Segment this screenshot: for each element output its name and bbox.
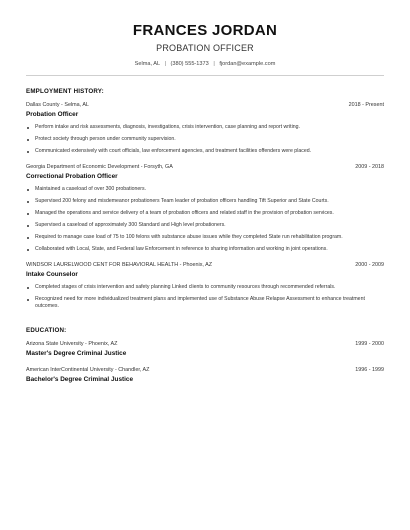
job-header [26, 102, 384, 109]
contact-email[interactable]: fjordan@example.com [219, 61, 276, 67]
job-header [26, 262, 384, 269]
job-role: Intake Counselor [26, 271, 78, 278]
education-dates: 1996 - 1999 [355, 367, 384, 373]
job-dates: 2009 - 2018 [355, 164, 384, 170]
job-bullet: Protect society through person under community supervision. [26, 136, 384, 143]
job-bullet: Recognized need for more individualized treatment plans and implemented use of Substance Abuse Relapse Assessment to enhance treatment outcomes. [26, 296, 384, 310]
section-spacer [26, 319, 384, 327]
candidate-name: FRANCES JORDAN [132, 22, 278, 39]
education-header [26, 341, 384, 348]
education-heading: EDUCATION: [26, 327, 67, 334]
education-school: American InterContinental University - Chandler, AZ [26, 367, 150, 373]
job-bullet: Managed the operations and service delivery of a team of probation officers and related staff in the provision of probation services. [26, 210, 384, 217]
contact-separator: | [164, 61, 166, 67]
job-bullet: Collaborated with Local, State, and Federal law Enforcement in reference to sharing information and working in joint operations. [26, 246, 384, 253]
job-bullet: Perform intake and risk assessments, diagnosis, investigations, crisis intervention, case planning and report writing. [26, 124, 384, 131]
job-entry [26, 164, 384, 253]
job-dates: 2018 - Present [348, 102, 384, 108]
contact-line [26, 61, 384, 67]
education-degree: Master's Degree Criminal Justice [26, 350, 127, 357]
employment-heading: EMPLOYMENT HISTORY: [26, 88, 104, 95]
job-bullet: Communicated extensively with court officials, law enforcement agencies, and treatment facilities offenders were placed. [26, 148, 384, 155]
contact-location: Selma, AL [134, 61, 160, 67]
job-bullet: Maintained a caseload of over 300 probationers. [26, 186, 384, 193]
job-bullet: Completed stages of crisis intervention and safety planning Linked clients to community resources through recommended referrals. [26, 284, 384, 291]
job-entry [26, 262, 384, 310]
education-entry [26, 341, 384, 357]
candidate-title: PROBATION OFFICER [156, 43, 254, 53]
education-degree: Bachelor's Degree Criminal Justice [26, 376, 134, 383]
job-dates: 2000 - 2009 [355, 262, 384, 268]
job-bullet: Supervised 200 felony and misdemeanor probationers Team leader of probation officers handling Tift Superior and State Courts. [26, 198, 384, 205]
header-divider [26, 75, 384, 76]
job-bullet: Required to manage case load of 75 to 100 felons with substance abuse issues while they completed State run rehabilitation program. [26, 234, 384, 241]
job-role: Correctional Probation Officer [26, 173, 118, 180]
job-role: Probation Officer [26, 111, 79, 118]
education-school: Arizona State University - Phoenix, AZ [26, 341, 118, 347]
employment-section [26, 88, 384, 310]
job-header [26, 164, 384, 171]
job-bullets [26, 284, 384, 310]
job-employer: WINDSOR LAURELWOOD CENT FOR BEHAVIORAL HEALTH - Phoenix, AZ [26, 262, 213, 268]
job-bullets [26, 186, 384, 253]
job-bullet: Supervised a caseload of approximately 300 Standard and High level probationers. [26, 222, 384, 229]
job-bullets [26, 124, 384, 155]
job-entry [26, 102, 384, 155]
contact-phone: (380) 555-1373 [170, 61, 209, 67]
education-section [26, 327, 384, 383]
education-dates: 1999 - 2000 [355, 341, 384, 347]
job-employer: Dallas County - Selma, AL [26, 102, 89, 108]
education-header [26, 367, 384, 374]
education-entry [26, 367, 384, 383]
job-employer: Georgia Department of Economic Development - Forsyth, GA [26, 164, 173, 170]
contact-separator: | [213, 61, 215, 67]
